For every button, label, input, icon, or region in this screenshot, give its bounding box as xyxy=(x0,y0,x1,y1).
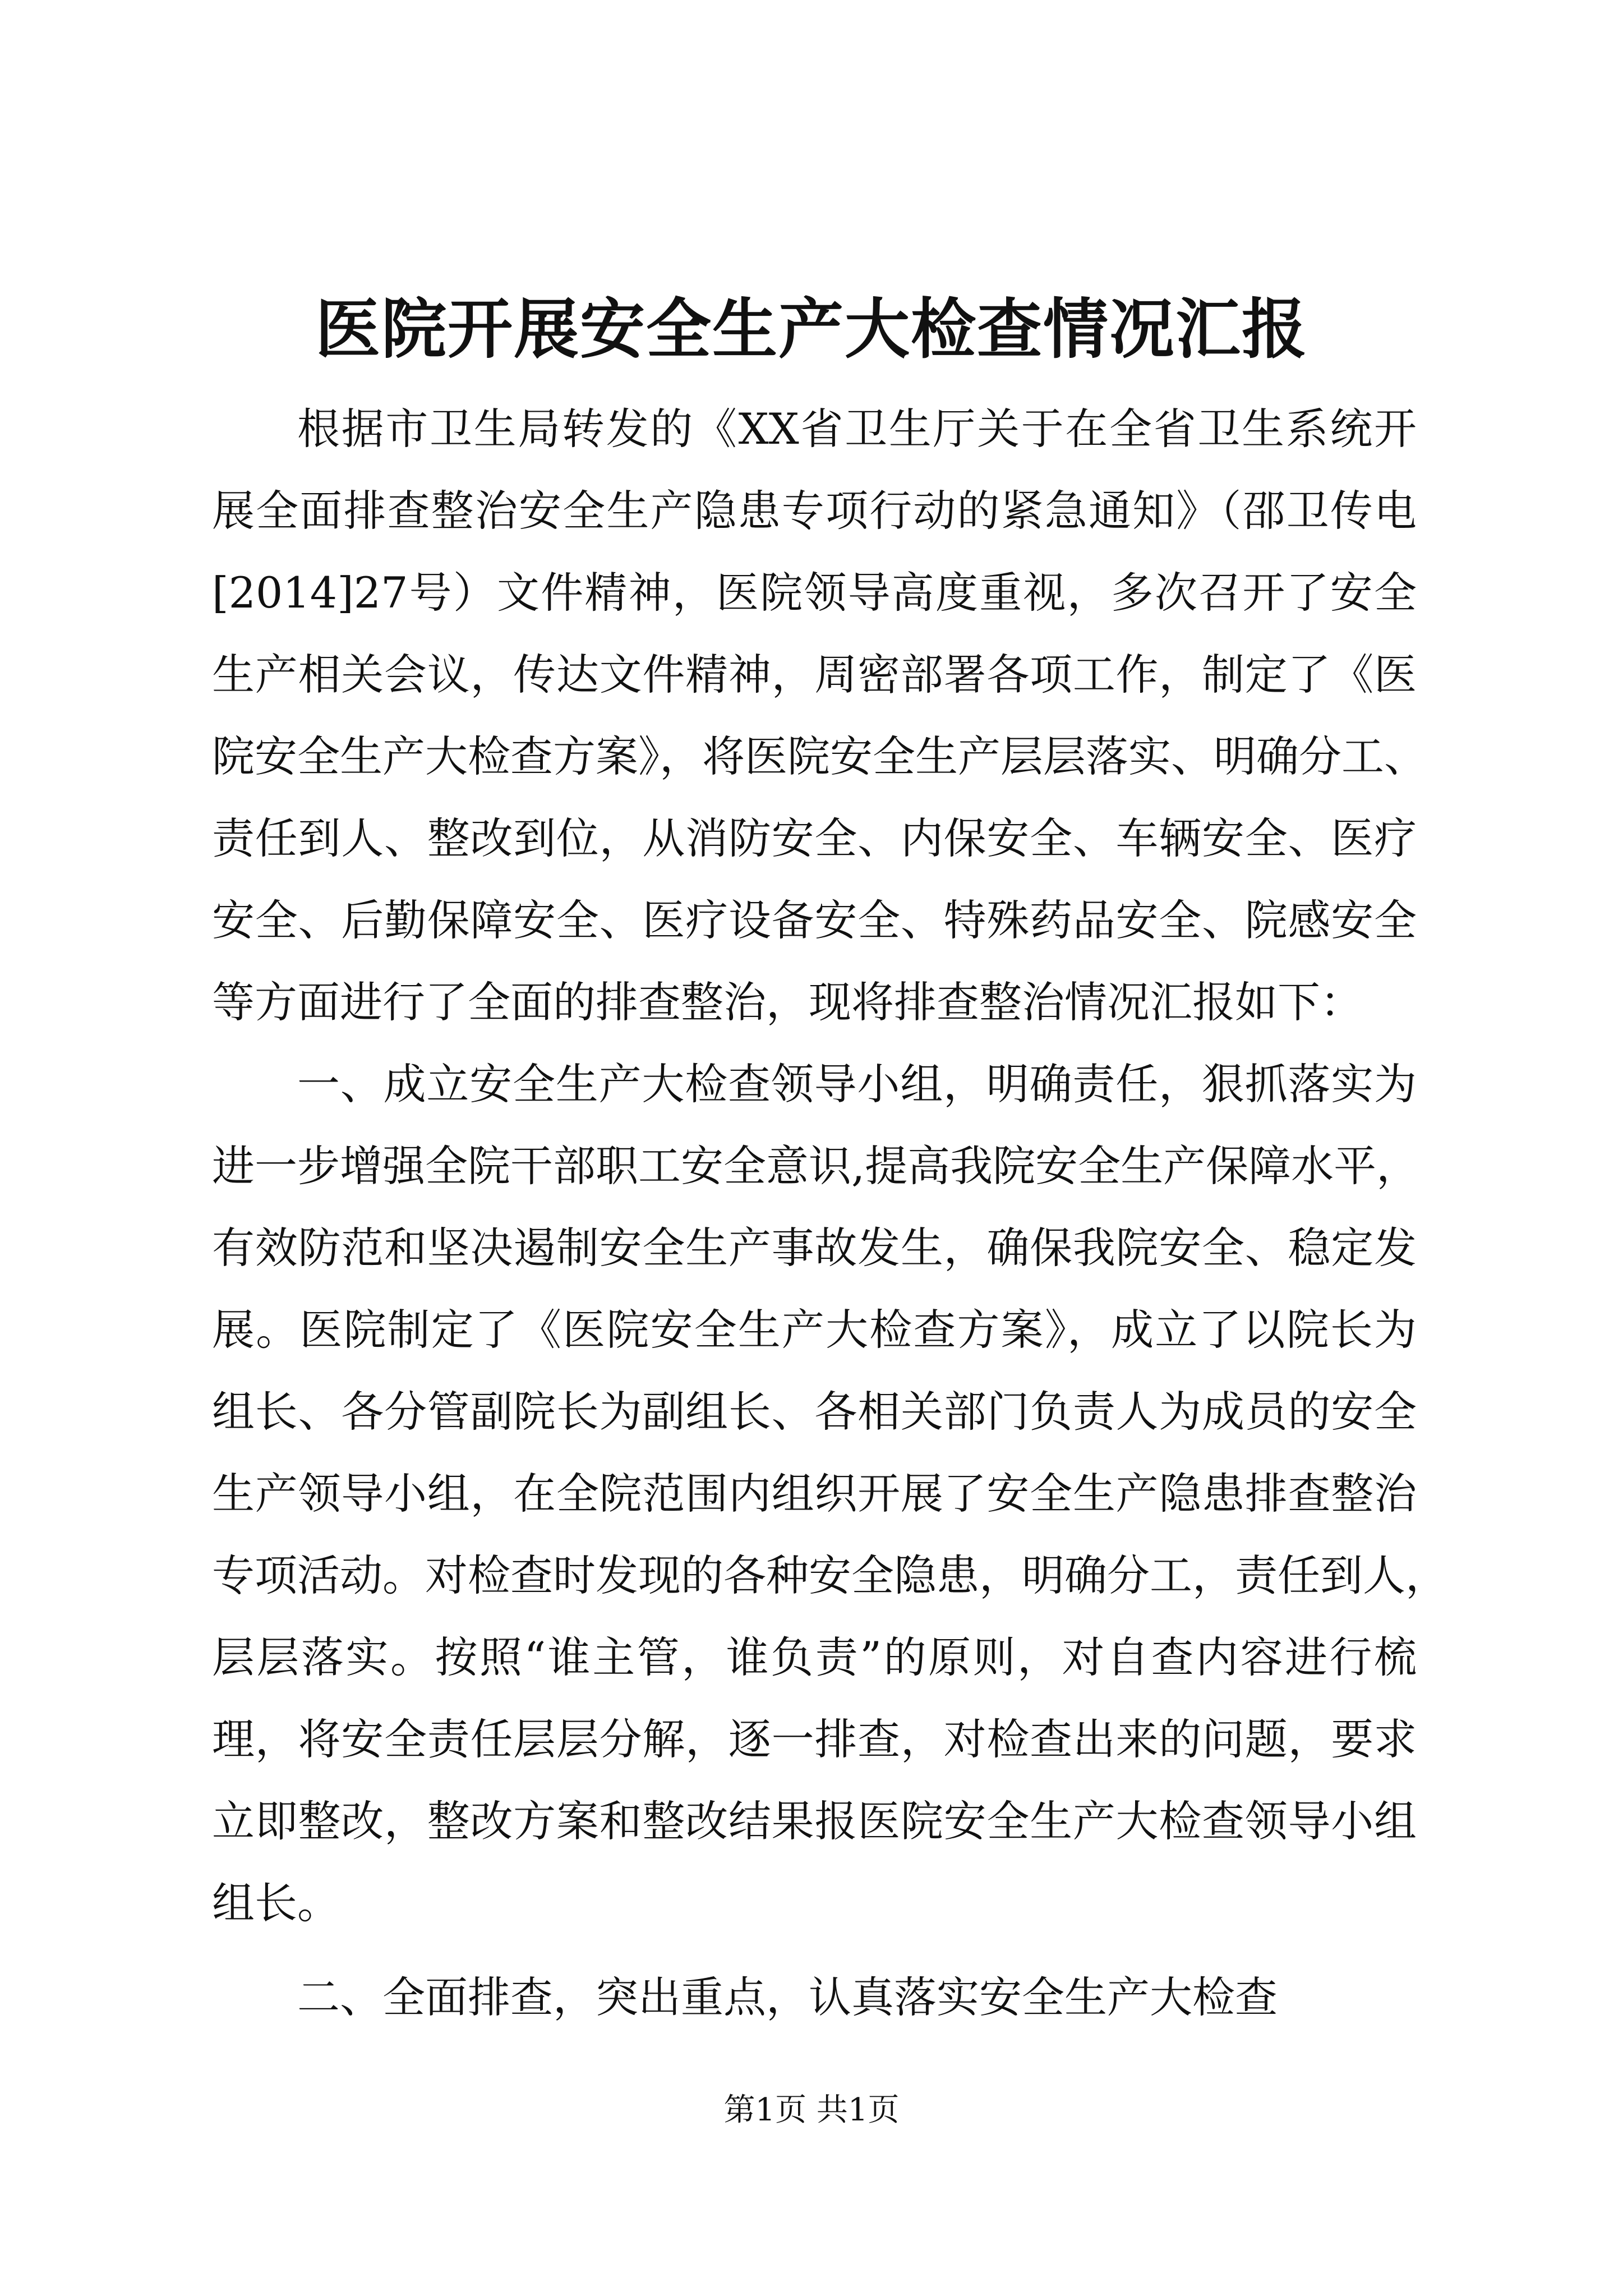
paragraph-line: 展。医院制定了《医院安全生产大检查方案》，成立了以院长为 xyxy=(212,1305,1417,1355)
document-title: 医院开展安全生产大检查情况汇报 xyxy=(315,291,1308,367)
paragraph-line: 进一步增强全院干部职工安全意识,提高我院安全生产保障水平， xyxy=(212,1141,1419,1191)
paragraph-line: 层层落实。按照“谁主管，谁负责”的原则，对自查内容进行梳 xyxy=(212,1632,1417,1682)
paragraph-line: 专项活动。对检查时发现的各种安全隐患，明确分工，责任到人， xyxy=(212,1550,1448,1600)
paragraph-line: 院安全生产大检查方案》，将医院安全生产层层落实、明确分工、 xyxy=(212,731,1427,781)
paragraph-line: 组长、各分管副院长为副组长、各相关部门负责人为成员的安全 xyxy=(212,1387,1417,1437)
paragraph-section-2 xyxy=(212,1957,1417,2039)
paragraph-line: 组长。 xyxy=(212,1878,340,1928)
paragraph-line: 安全、后勤保障安全、医疗设备安全、特殊药品安全、院感安全 xyxy=(212,895,1417,945)
paragraph-line: 展全面排查整治安全生产隐患专项行动的紧急通知》（邵卫传电 xyxy=(212,486,1417,536)
document-body xyxy=(212,388,1448,2039)
paragraph-line: 立即整改，整改方案和整改结果报医院安全生产大检查领导小组 xyxy=(212,1796,1417,1846)
paragraph-intro xyxy=(212,388,1427,1043)
paragraph-line: 有效防范和坚决遏制安全生产事故发生，确保我院安全、稳定发 xyxy=(212,1223,1417,1273)
paragraph-line: 生产领导小组，在全院范围内组织开展了安全生产隐患排查整治 xyxy=(212,1469,1417,1519)
paragraph-line: 理，将安全责任层层分解，逐一排查，对检查出来的问题，要求 xyxy=(212,1714,1417,1764)
paragraph-line: 责任到人、整改到位，从消防安全、内保安全、车辆安全、医疗 xyxy=(212,813,1417,863)
paragraph-line: 二、全面排查，突出重点，认真落实安全生产大检查 xyxy=(297,1972,1278,2022)
paragraph-line: [2014]27号）文件精神，医院领导高度重视，多次召开了安全 xyxy=(212,568,1417,618)
paragraph-section-1 xyxy=(212,1043,1448,1944)
page-footer: 第1页 共1页 xyxy=(723,2092,900,2128)
paragraph-line: 一、成立安全生产大检查领导小组，明确责任，狠抓落实为 xyxy=(297,1059,1417,1109)
paragraph-line: 生产相关会议，传达文件精神，周密部署各项工作，制定了《医 xyxy=(212,650,1417,700)
paragraph-spacing xyxy=(212,1944,1417,1957)
paragraph-line: 根据市卫生局转发的《XX省卫生厅关于在全省卫生系统开 xyxy=(297,404,1417,454)
paragraph-line: 等方面进行了全面的排查整治，现将排查整治情况汇报如下： xyxy=(212,977,1363,1027)
